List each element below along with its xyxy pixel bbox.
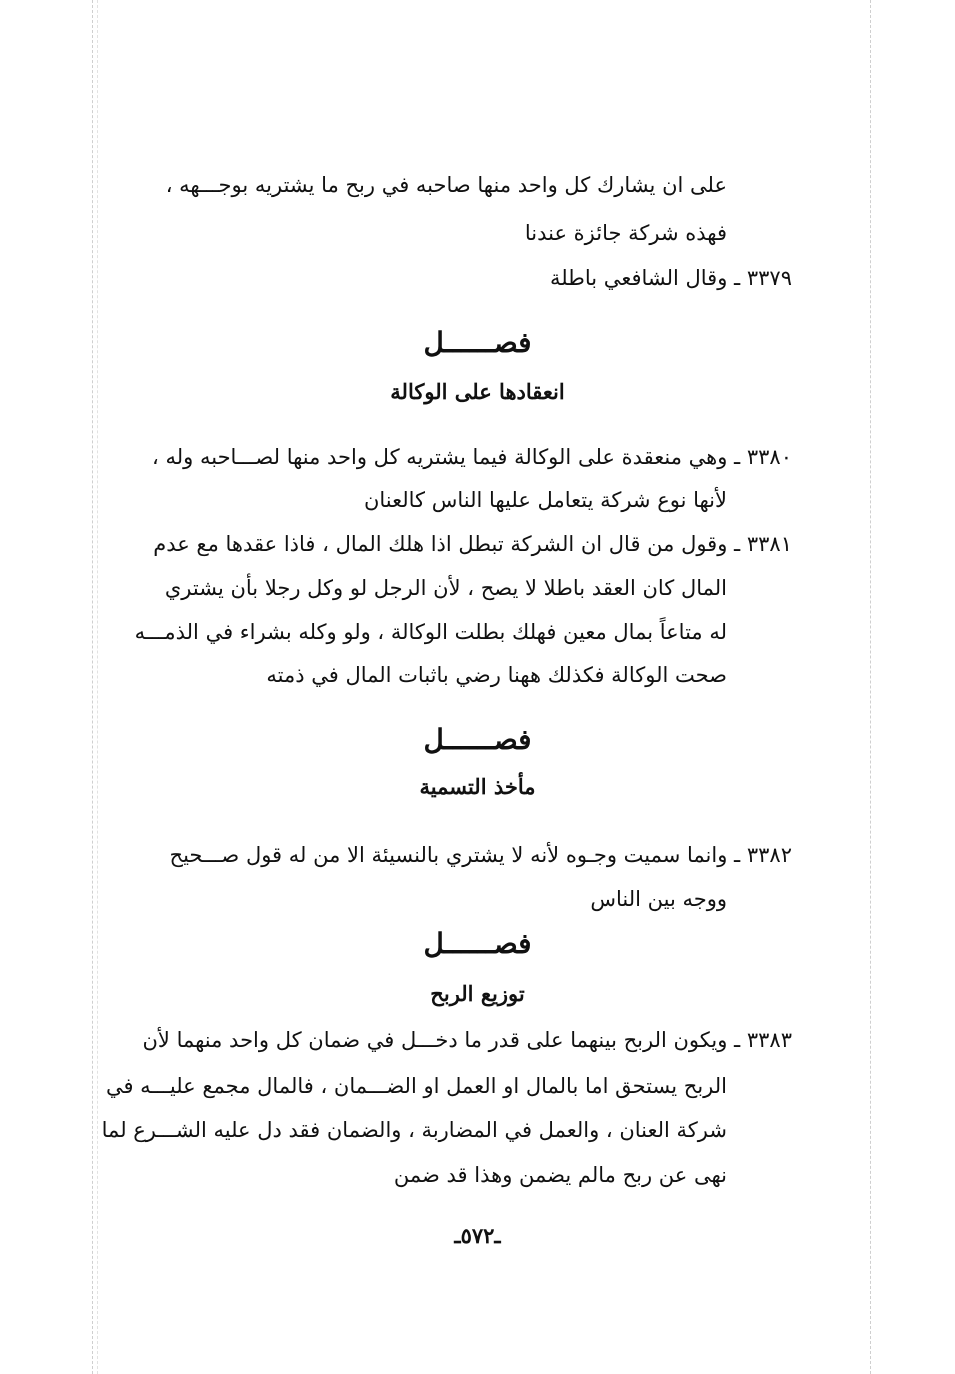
paragraph-line: ووجه بين الناس [590,887,727,911]
page-number: ـ٥٧٢ـ [454,1223,501,1248]
scan-edge-left [92,0,93,1374]
paragraph-first-line: ٣٣٨٢ ـ وانما سميت وجـوه لأنه لا يشتري بالنسيئة الا من له قول صـــحيح [169,843,792,867]
paragraph-first-line: ٣٣٧٩ ـ وقال الشافعي باطلة [549,266,792,290]
paragraph-line: على ان يشارك كل واحد منها صاحبه في ربح ما يشتريه بوجـــهه ، [165,173,727,197]
paragraph-first-line: ٣٣٨١ ـ وقول من قال ان الشركة تبطل اذا هلك المال ، فاذا عقدها مع عدم [153,532,792,556]
paragraph-line: صحت الوكالة فكذلك ههنا رضي باثبات المال في ذمته [266,663,727,687]
paragraph-line: نهى عن ربح مالم يضمن وهذا قد ضمن [393,1163,727,1187]
scan-edge-right [870,0,871,1374]
section-subheading: انعقادها على الوكالة [390,379,565,404]
paragraph-first-line: ٣٣٨٠ ـ وهي منعقدة على الوكالة فيما يشتريه كل واحد منها لصـــاحبه وله ، [152,445,792,469]
paragraph-line: فهذه شركة جائزة عندنا [524,221,727,245]
paragraph-line: المال كان العقد باطلا لا يصح ، لأن الرجل لو وكل رجلا بأن يشتري [164,576,727,600]
paragraph-line: الربح يستحق اما بالمال او العمل او الضـــمان ، فالمال مجمع عليـــه في [105,1074,727,1098]
section-subheading: توزيع الربح [430,981,525,1006]
paragraph-line: له متاعاً بمال معين فهلك بطلت الوكالة ، ولو وكله بشراء في الذمـــه [134,620,727,644]
section-subheading: مأخذ التسمية [419,774,536,799]
paragraph-line: لأنها نوع شركة يتعامل عليها الناس كالعنان [363,488,727,512]
paragraph-line: شركة العنان ، والعمل في المضاربة ، والضمان فقد دل عليه الشـــرع لما [101,1118,727,1142]
section-heading: فصــــــل [423,927,532,960]
section-heading: فصــــــل [423,723,532,756]
paragraph-first-line: ٣٣٨٣ ـ ويكون الربح بينهما على قدر ما دخـــل في ضمان كل واحد منهما لأن [142,1028,792,1052]
scan-edge-left-inner [97,0,98,1374]
section-heading: فصــــــل [423,326,532,359]
